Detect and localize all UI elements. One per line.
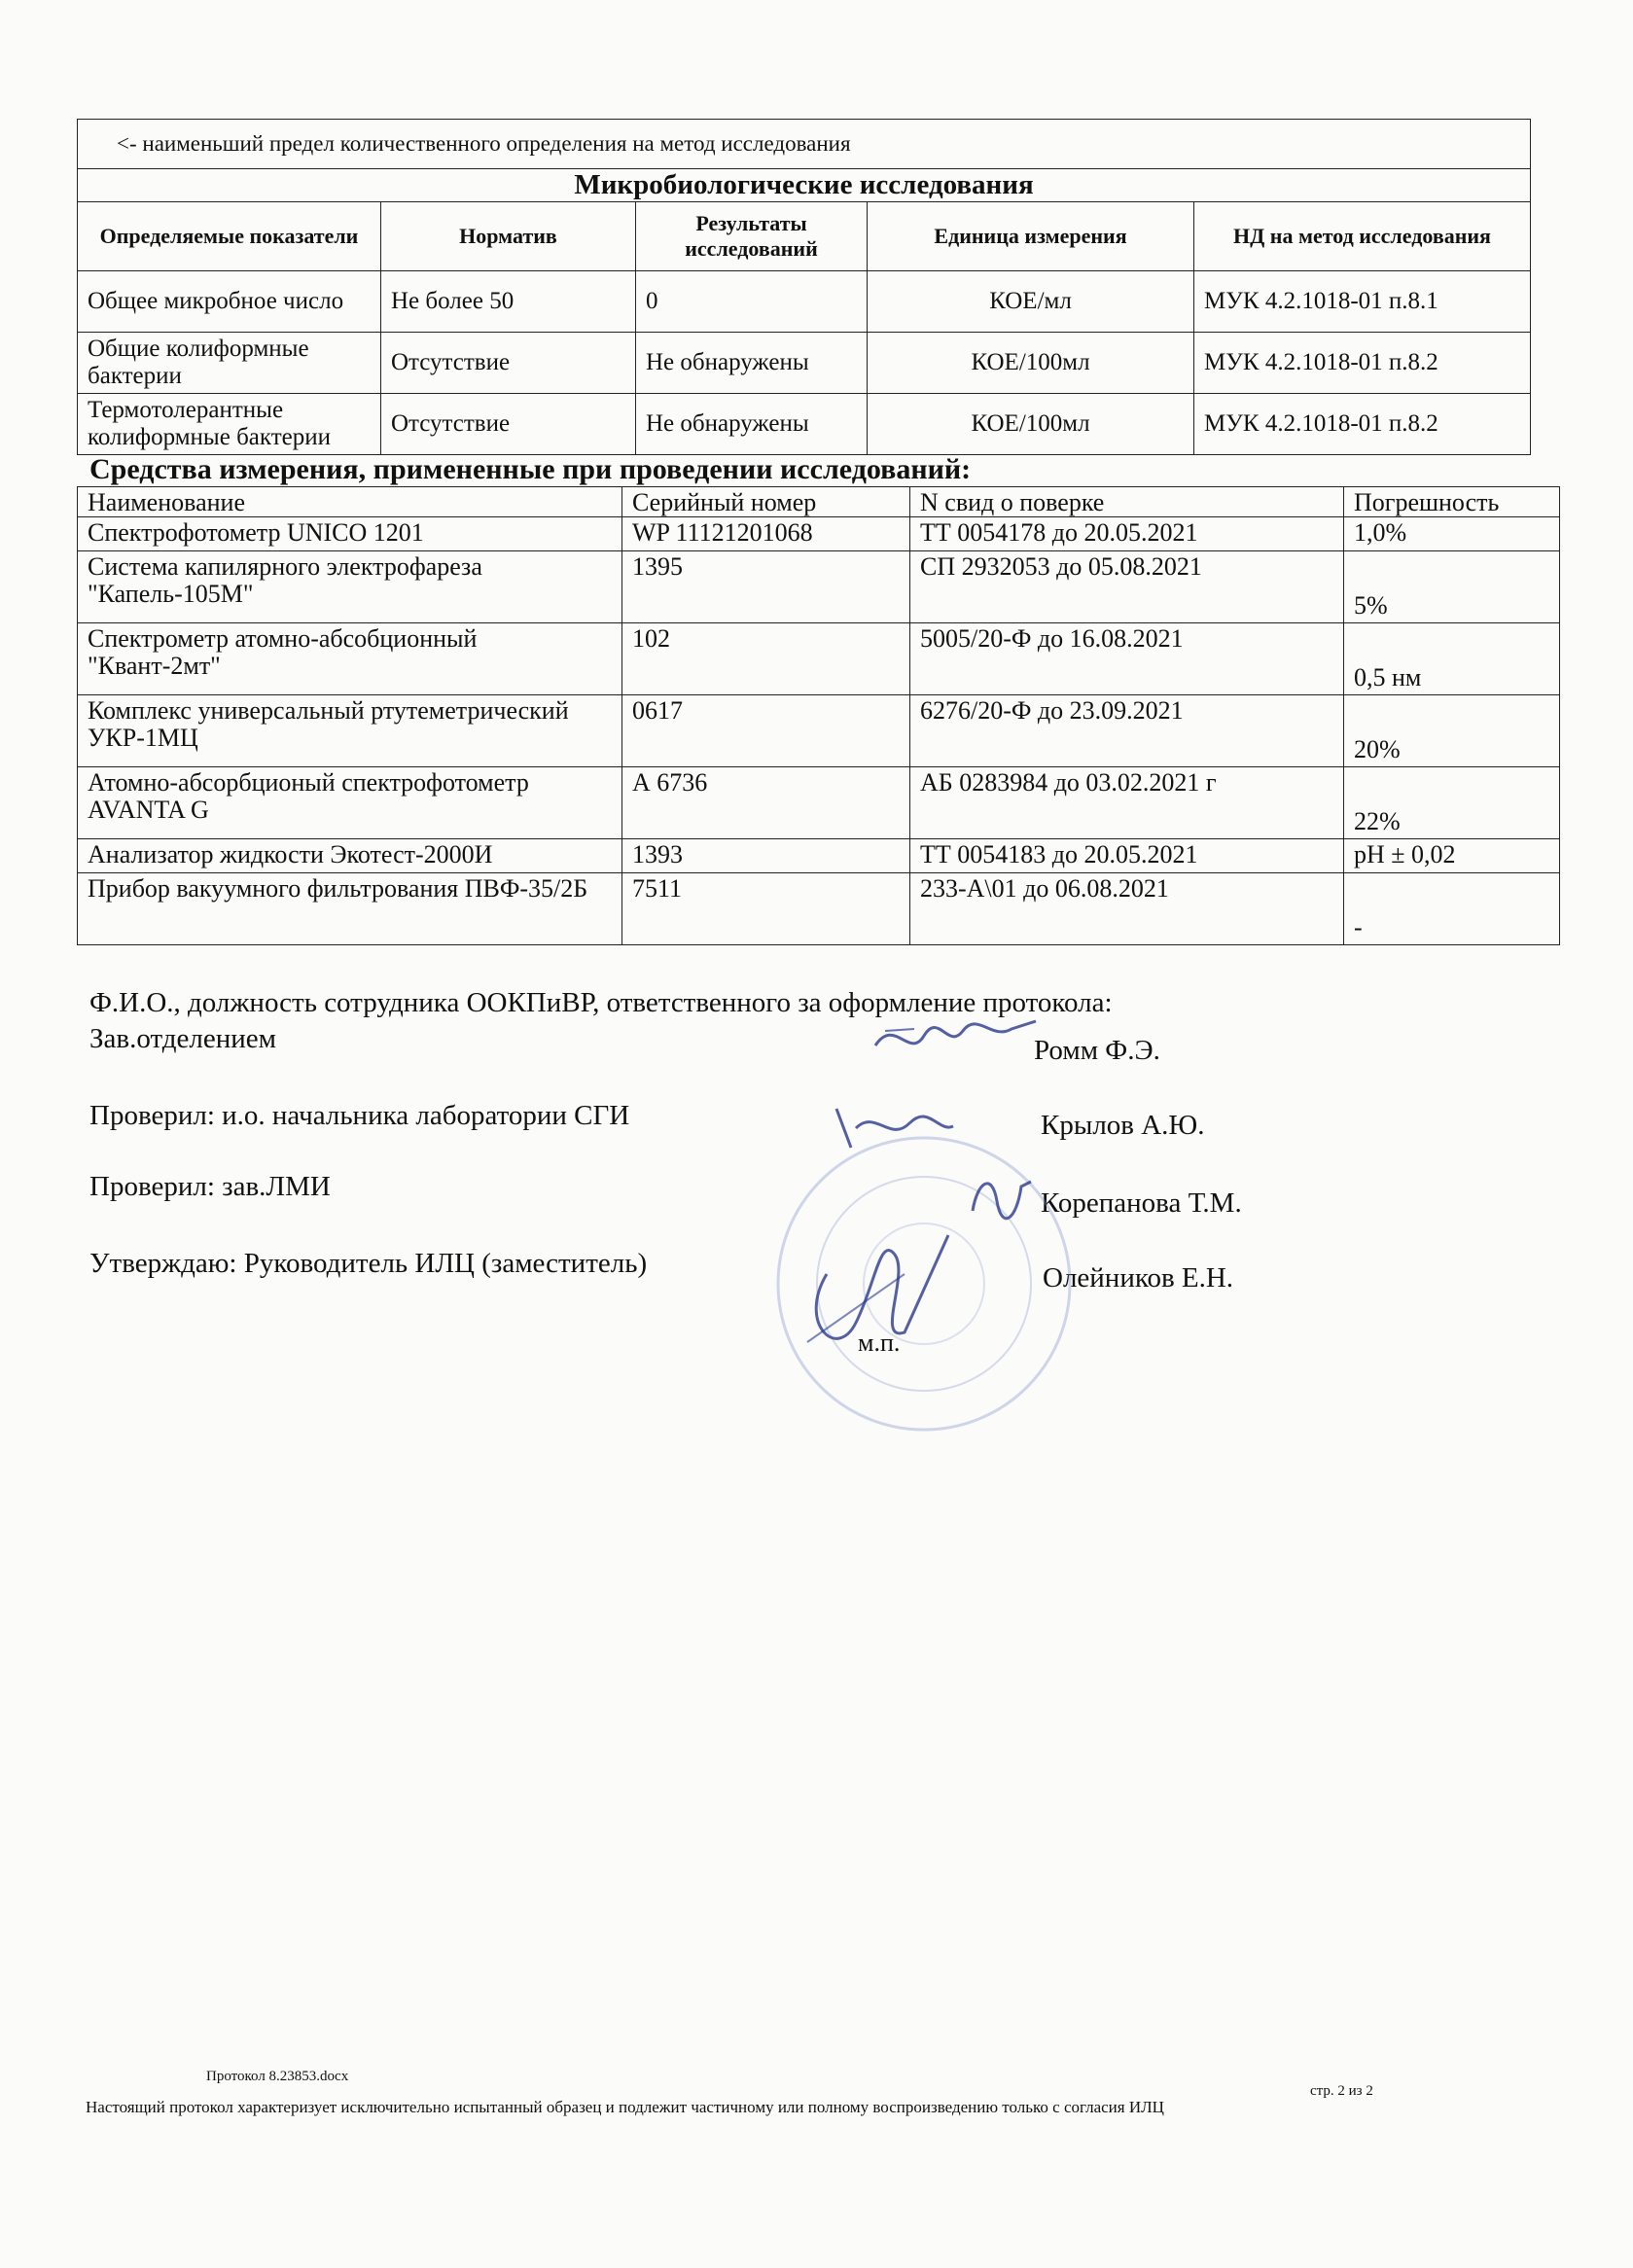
signatory-role: Проверил: и.о. начальника лаборатории СГИ bbox=[89, 1100, 630, 1131]
table-cell: 7511 bbox=[622, 873, 910, 945]
footer-filename: Протокол 8.23853.docx bbox=[206, 2069, 349, 2084]
header-cell: Единица измерения bbox=[868, 202, 1194, 271]
header-cell: НД на метод исследования bbox=[1194, 202, 1531, 271]
header-cell: Серийный номер bbox=[622, 487, 910, 517]
table-cell: 5% bbox=[1344, 551, 1560, 623]
table-cell: 1,0% bbox=[1344, 517, 1560, 551]
table-row bbox=[78, 873, 1560, 945]
table-cell: Термотолерантные колиформные бактерии bbox=[78, 394, 381, 455]
table-cell: 0617 bbox=[622, 695, 910, 767]
table-cell: КОЕ/100мл bbox=[868, 333, 1194, 394]
signatory-role: Зав.отделением bbox=[89, 1023, 276, 1054]
table-row bbox=[78, 767, 1560, 839]
header-cell: N свид о поверке bbox=[910, 487, 1344, 517]
signatory-name: Корепанова Т.М. bbox=[1041, 1187, 1242, 1219]
footer-page-number: стр. 2 из 2 bbox=[1310, 2083, 1373, 2099]
table-cell: МУК 4.2.1018-01 п.8.2 bbox=[1194, 333, 1531, 394]
table-cell: Общее микробное число bbox=[78, 271, 381, 333]
table-cell: Комплекс универсальный ртутеметрический УКР-1МЦ bbox=[78, 695, 622, 767]
table-cell: МУК 4.2.1018-01 п.8.1 bbox=[1194, 271, 1531, 333]
table-cell: Общие колиформные бактерии bbox=[78, 333, 381, 394]
table-cell: КОЕ/100мл bbox=[868, 394, 1194, 455]
table-cell: Отсутствие bbox=[381, 333, 636, 394]
table-cell: 1395 bbox=[622, 551, 910, 623]
table-cell: 22% bbox=[1344, 767, 1560, 839]
table-row bbox=[78, 839, 1560, 873]
table-row bbox=[78, 517, 1560, 551]
table-cell: WP 11121201068 bbox=[622, 517, 910, 551]
header-cell: Определяемые показатели bbox=[78, 202, 381, 271]
header-cell: Результаты исследований bbox=[636, 202, 868, 271]
table-row bbox=[78, 551, 1560, 623]
table-row bbox=[78, 394, 1531, 455]
table-cell: АБ 0283984 до 03.02.2021 г bbox=[910, 767, 1344, 839]
table-cell: КОЕ/мл bbox=[868, 271, 1194, 333]
table-cell: А 6736 bbox=[622, 767, 910, 839]
table-cell: МУК 4.2.1018-01 п.8.2 bbox=[1194, 394, 1531, 455]
table-cell: Система капилярного электрофареза "Капель-105М" bbox=[78, 551, 622, 623]
table-cell: Отсутствие bbox=[381, 394, 636, 455]
signature-icon bbox=[788, 1216, 963, 1362]
table-row bbox=[78, 271, 1531, 333]
limit-note: <- наименьший предел количественного определения на метод исследования bbox=[78, 120, 1531, 169]
table-cell: ТТ 0054178 до 20.05.2021 bbox=[910, 517, 1344, 551]
table-row bbox=[78, 333, 1531, 394]
instruments-table bbox=[77, 486, 1560, 945]
signatory-role: Утверждаю: Руководитель ИЛЦ (заместитель) bbox=[89, 1248, 648, 1279]
table-cell: Прибор вакуумного фильтрования ПВФ-35/2Б bbox=[78, 873, 622, 945]
header-cell: Норматив bbox=[381, 202, 636, 271]
signature-icon bbox=[817, 1089, 963, 1167]
table-cell: ТТ 0054183 до 20.05.2021 bbox=[910, 839, 1344, 873]
signature-icon bbox=[856, 1011, 1050, 1070]
table-cell: Анализатор жидкости Экотест-2000И bbox=[78, 839, 622, 873]
table-cell: Спектрофотометр UNICO 1201 bbox=[78, 517, 622, 551]
table-cell: 1393 bbox=[622, 839, 910, 873]
table-row bbox=[78, 695, 1560, 767]
table-cell: 102 bbox=[622, 623, 910, 695]
signatory-name: Олейников Е.Н. bbox=[1043, 1262, 1234, 1293]
signatory-name: Крылов А.Ю. bbox=[1041, 1110, 1205, 1141]
table-cell: pH ± 0,02 bbox=[1344, 839, 1560, 873]
table-cell: - bbox=[1344, 873, 1560, 945]
table-cell: 233-А\01 до 06.08.2021 bbox=[910, 873, 1344, 945]
table-cell: 0,5 нм bbox=[1344, 623, 1560, 695]
table-cell: Не обнаружены bbox=[636, 333, 868, 394]
instruments-title: Средства измерения, примененные при проведении исследований: bbox=[89, 453, 972, 485]
signature-icon bbox=[963, 1162, 1041, 1230]
table-cell: СП 2932053 до 05.08.2021 bbox=[910, 551, 1344, 623]
stamp-place-label: м.п. bbox=[858, 1329, 901, 1357]
table-cell: Не обнаружены bbox=[636, 394, 868, 455]
signatory-name: Ромм Ф.Э. bbox=[1034, 1035, 1160, 1066]
microbiology-table bbox=[77, 119, 1531, 455]
micro-title: Микробиологические исследования bbox=[78, 169, 1531, 202]
table-cell: Не более 50 bbox=[381, 271, 636, 333]
table-cell: Атомно-абсорбционый спектрофотометр AVANTA G bbox=[78, 767, 622, 839]
signatory-role: Проверил: зав.ЛМИ bbox=[89, 1171, 331, 1202]
table-cell: 6276/20-Ф до 23.09.2021 bbox=[910, 695, 1344, 767]
table-cell: 20% bbox=[1344, 695, 1560, 767]
header-cell: Погрешность bbox=[1344, 487, 1560, 517]
footer-disclaimer: Настоящий протокол характеризует исключительно испытанный образец и подлежит частичному или полному воспроизведению только с согласия ИЛЦ bbox=[86, 2098, 1164, 2116]
table-row bbox=[78, 623, 1560, 695]
table-cell: 0 bbox=[636, 271, 868, 333]
responsible-intro: Ф.И.О., должность сотрудника ООКПиВР, ответственного за оформление протокола: bbox=[89, 987, 1113, 1018]
table-cell: Спектрометр атомно-абсобционный "Квант-2мт" bbox=[78, 623, 622, 695]
header-cell: Наименование bbox=[78, 487, 622, 517]
table-cell: 5005/20-Ф до 16.08.2021 bbox=[910, 623, 1344, 695]
